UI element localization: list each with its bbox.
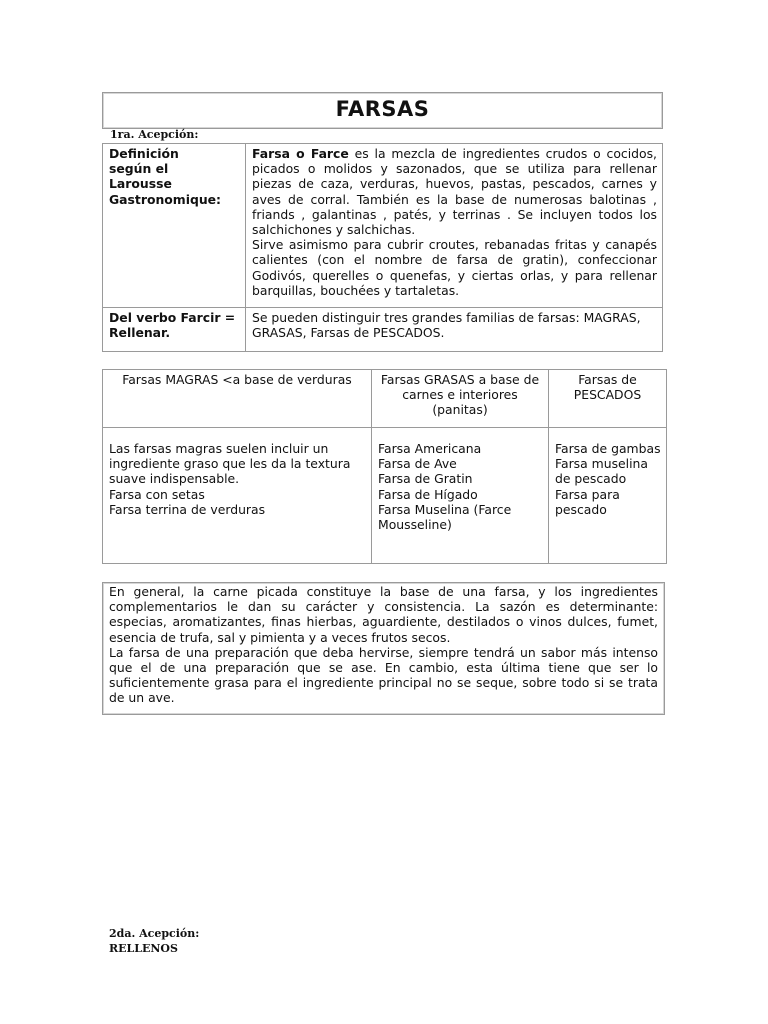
cell-grasas: Farsa Americana Farsa de Ave Farsa de Gratin Farsa de Hígado Farsa Muselina (Farce Mousseline) bbox=[372, 428, 549, 564]
header-magras: Farsas MAGRAS <a base de verduras bbox=[103, 370, 372, 428]
definition-text bbox=[246, 144, 663, 308]
acepcion-2-label: 2da. Acepción: bbox=[109, 927, 200, 940]
general-paragraph-1: En general, la carne picada constituye la base de una farsa, y los ingredientes complementarios le dan su carácter y consistencia. La sazón es determinante: especias, aromatizantes, finas hierbas, aguardiente, destilados o vinos dulces, fumet, esencia de trufa, sal y pimienta y a veces frutos secos. bbox=[109, 584, 658, 645]
families-table bbox=[102, 369, 667, 564]
header-pescados: Farsas de PESCADOS bbox=[549, 370, 667, 428]
definition-label: Definición según el Larousse Gastronomique: bbox=[103, 144, 246, 308]
page-title: FARSAS bbox=[335, 97, 430, 121]
definition-term: Farsa o Farce bbox=[252, 146, 349, 161]
definition-body-2: Sirve asimismo para cubrir croutes, rebanadas fritas y canapés calientes (con el nombre de farsa de gratin), confeccionar Godivós, querelles o quenefas, y ciertas orlas, y para rellenar barquillas, bouchées y tartaletas. bbox=[252, 237, 657, 298]
cell-pescados: Farsa de gambas Farsa muselina de pescado Farsa para pescado bbox=[549, 428, 667, 564]
definition-body: es la mezcla de ingredientes crudos o cocidos, picados o molidos y sazonados, que se utiliza para rellenar piezas de caza, verduras, huevos, pastas, pescados, carnes y aves de corral. También es la base de numerosas balotinas , friands , galantinas , patés, y terrinas . Se incluyen todos los salchichones y salchichas. bbox=[252, 146, 657, 238]
general-paragraph-2: La farsa de una preparación que deba hervirse, siempre tendrá un sabor más intenso que el de una preparación que se ase. En cambio, esta última tiene que ser lo suficientemente grasa para el ingrediente principal no se seque, sobre todo si se trata de un ave. bbox=[109, 644, 658, 706]
table-row bbox=[103, 144, 663, 308]
cell-magras: Las farsas magras suelen incluir un ingrediente graso que les da la textura suave indispensable. Farsa con setas Farsa terrina de verduras bbox=[103, 428, 372, 564]
table-row bbox=[103, 428, 667, 564]
general-text bbox=[103, 583, 664, 706]
title-box bbox=[102, 92, 663, 129]
acepcion-1-label: 1ra. Acepción: bbox=[110, 128, 199, 141]
table-row bbox=[103, 308, 663, 352]
verb-text: Se pueden distinguir tres grandes familias de farsas: MAGRAS, GRASAS, Farsas de PESCADOS. bbox=[246, 308, 663, 352]
general-box bbox=[102, 582, 665, 715]
header-grasas: Farsas GRASAS a base de carnes e interiores (panitas) bbox=[372, 370, 549, 428]
rellenos-label: RELLENOS bbox=[109, 942, 178, 955]
verb-label: Del verbo Farcir = Rellenar. bbox=[103, 308, 246, 352]
table-row bbox=[103, 370, 667, 428]
definition-table bbox=[102, 143, 663, 352]
